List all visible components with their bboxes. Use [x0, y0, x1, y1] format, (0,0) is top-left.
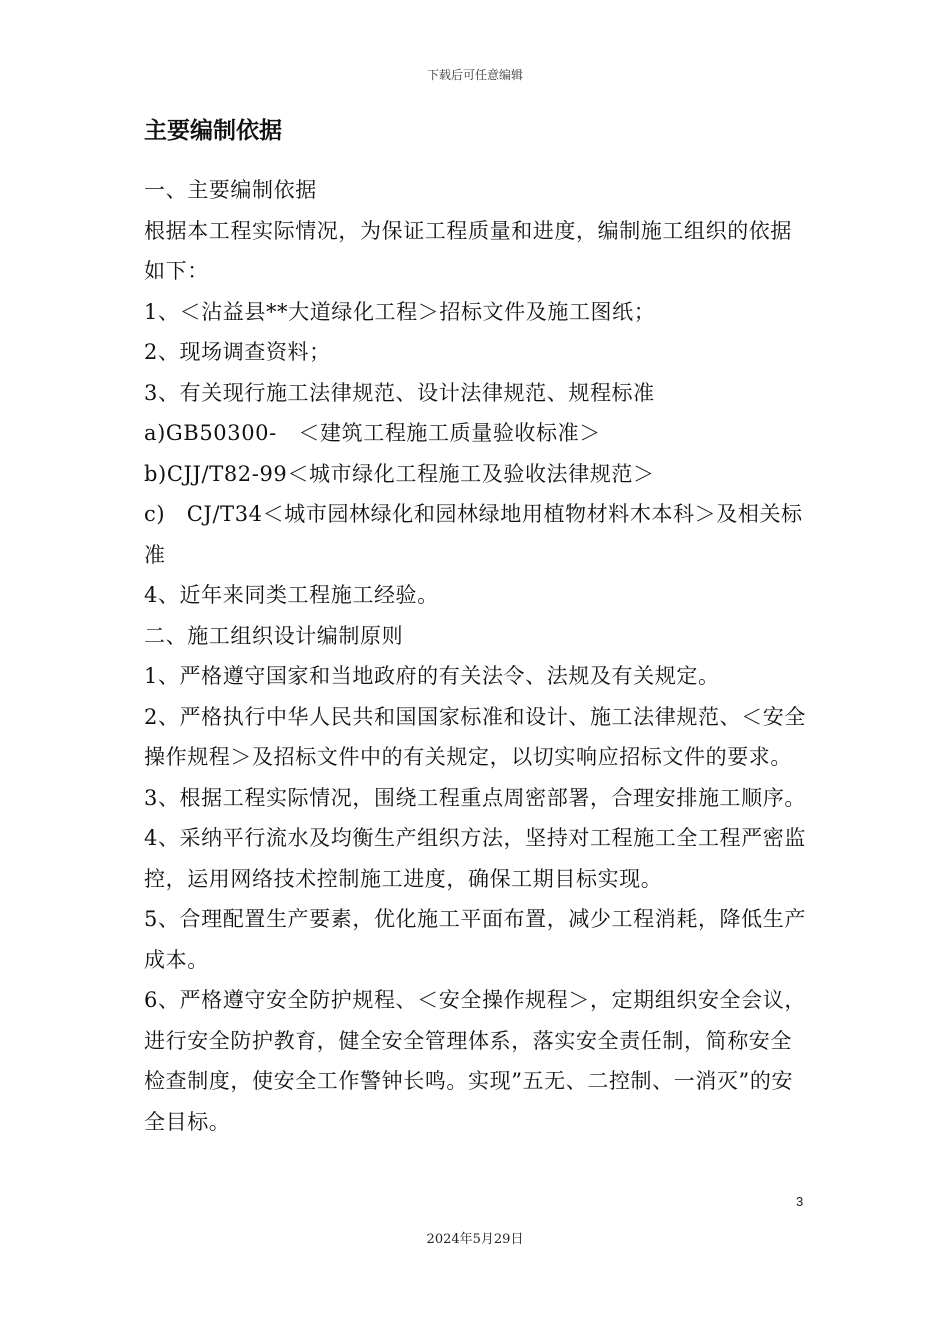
list-item-principle-3: 3、根据工程实际情况，围绕工程重点周密部署，合理安排施工顺序。 — [144, 785, 806, 810]
list-item-standard-a: a)GB50300- ＜建筑工程施工质量验收标准＞ — [144, 421, 601, 445]
paragraph-intro: 根据本工程实际情况，为保证工程质量和进度，编制施工组织的依据如下： — [144, 218, 792, 283]
list-item-principle-2: 2、严格执行中华人民共和国国家标准和设计、施工法律规范、＜安全操作规程＞及招标文件中的有关规定，以切实响应招标文件的要求。 — [144, 704, 806, 769]
list-item-basis-2: 2、现场调查资料； — [144, 340, 331, 364]
section-heading-principles: 二、施工组织设计编制原则 — [144, 623, 404, 648]
list-item-principle-4: 4、采纳平行流水及均衡生产组织方法，坚持对工程施工全工程严密监控，运用网络技术控制施工进度，确保工期目标实现。 — [144, 826, 806, 891]
page-number: 3 — [796, 1194, 804, 1209]
list-item-principle-5: 5、合理配置生产要素，优化施工平面布置，减少工程消耗，降低生产成本。 — [144, 907, 806, 972]
list-item-basis-4: 4、近年来同类工程施工经验。 — [144, 583, 439, 607]
section-heading-basis: 一、主要编制依据 — [144, 178, 317, 202]
footer-date: 2024年5月29日 — [426, 1232, 524, 1247]
list-item-principle-1: 1、严格遵守国家和当地政府的有关法令、法规及有关规定。 — [144, 664, 720, 688]
list-item-standard-c: c) CJ/T34＜城市园林绿化和园林绿地用植物材料木本科＞及相关标准 — [144, 502, 803, 567]
document-title: 主要编制依据 — [144, 118, 282, 144]
list-item-basis-3: 3、有关现行施工法律规范、设计法律规范、规程标准 — [144, 380, 655, 405]
list-item-principle-6: 6、严格遵守安全防护规程、＜安全操作规程＞，定期组织安全会议，进行安全防护教育，健全安全管理体系，落实安全责任制，简称安全检查制度，使安全工作警钟长鸣。实现”五无、二控制、一消灭”的安全目标。 — [144, 988, 806, 1134]
document-body — [144, 170, 812, 1142]
list-item-standard-b: b)CJJ/T82-99＜城市绿化工程施工及验收法律规范＞ — [144, 461, 655, 486]
list-item-basis-1: 1、＜沾益县**大道绿化工程＞招标文件及施工图纸； — [144, 299, 656, 324]
header-note: 下载后可任意编辑 — [426, 68, 523, 82]
